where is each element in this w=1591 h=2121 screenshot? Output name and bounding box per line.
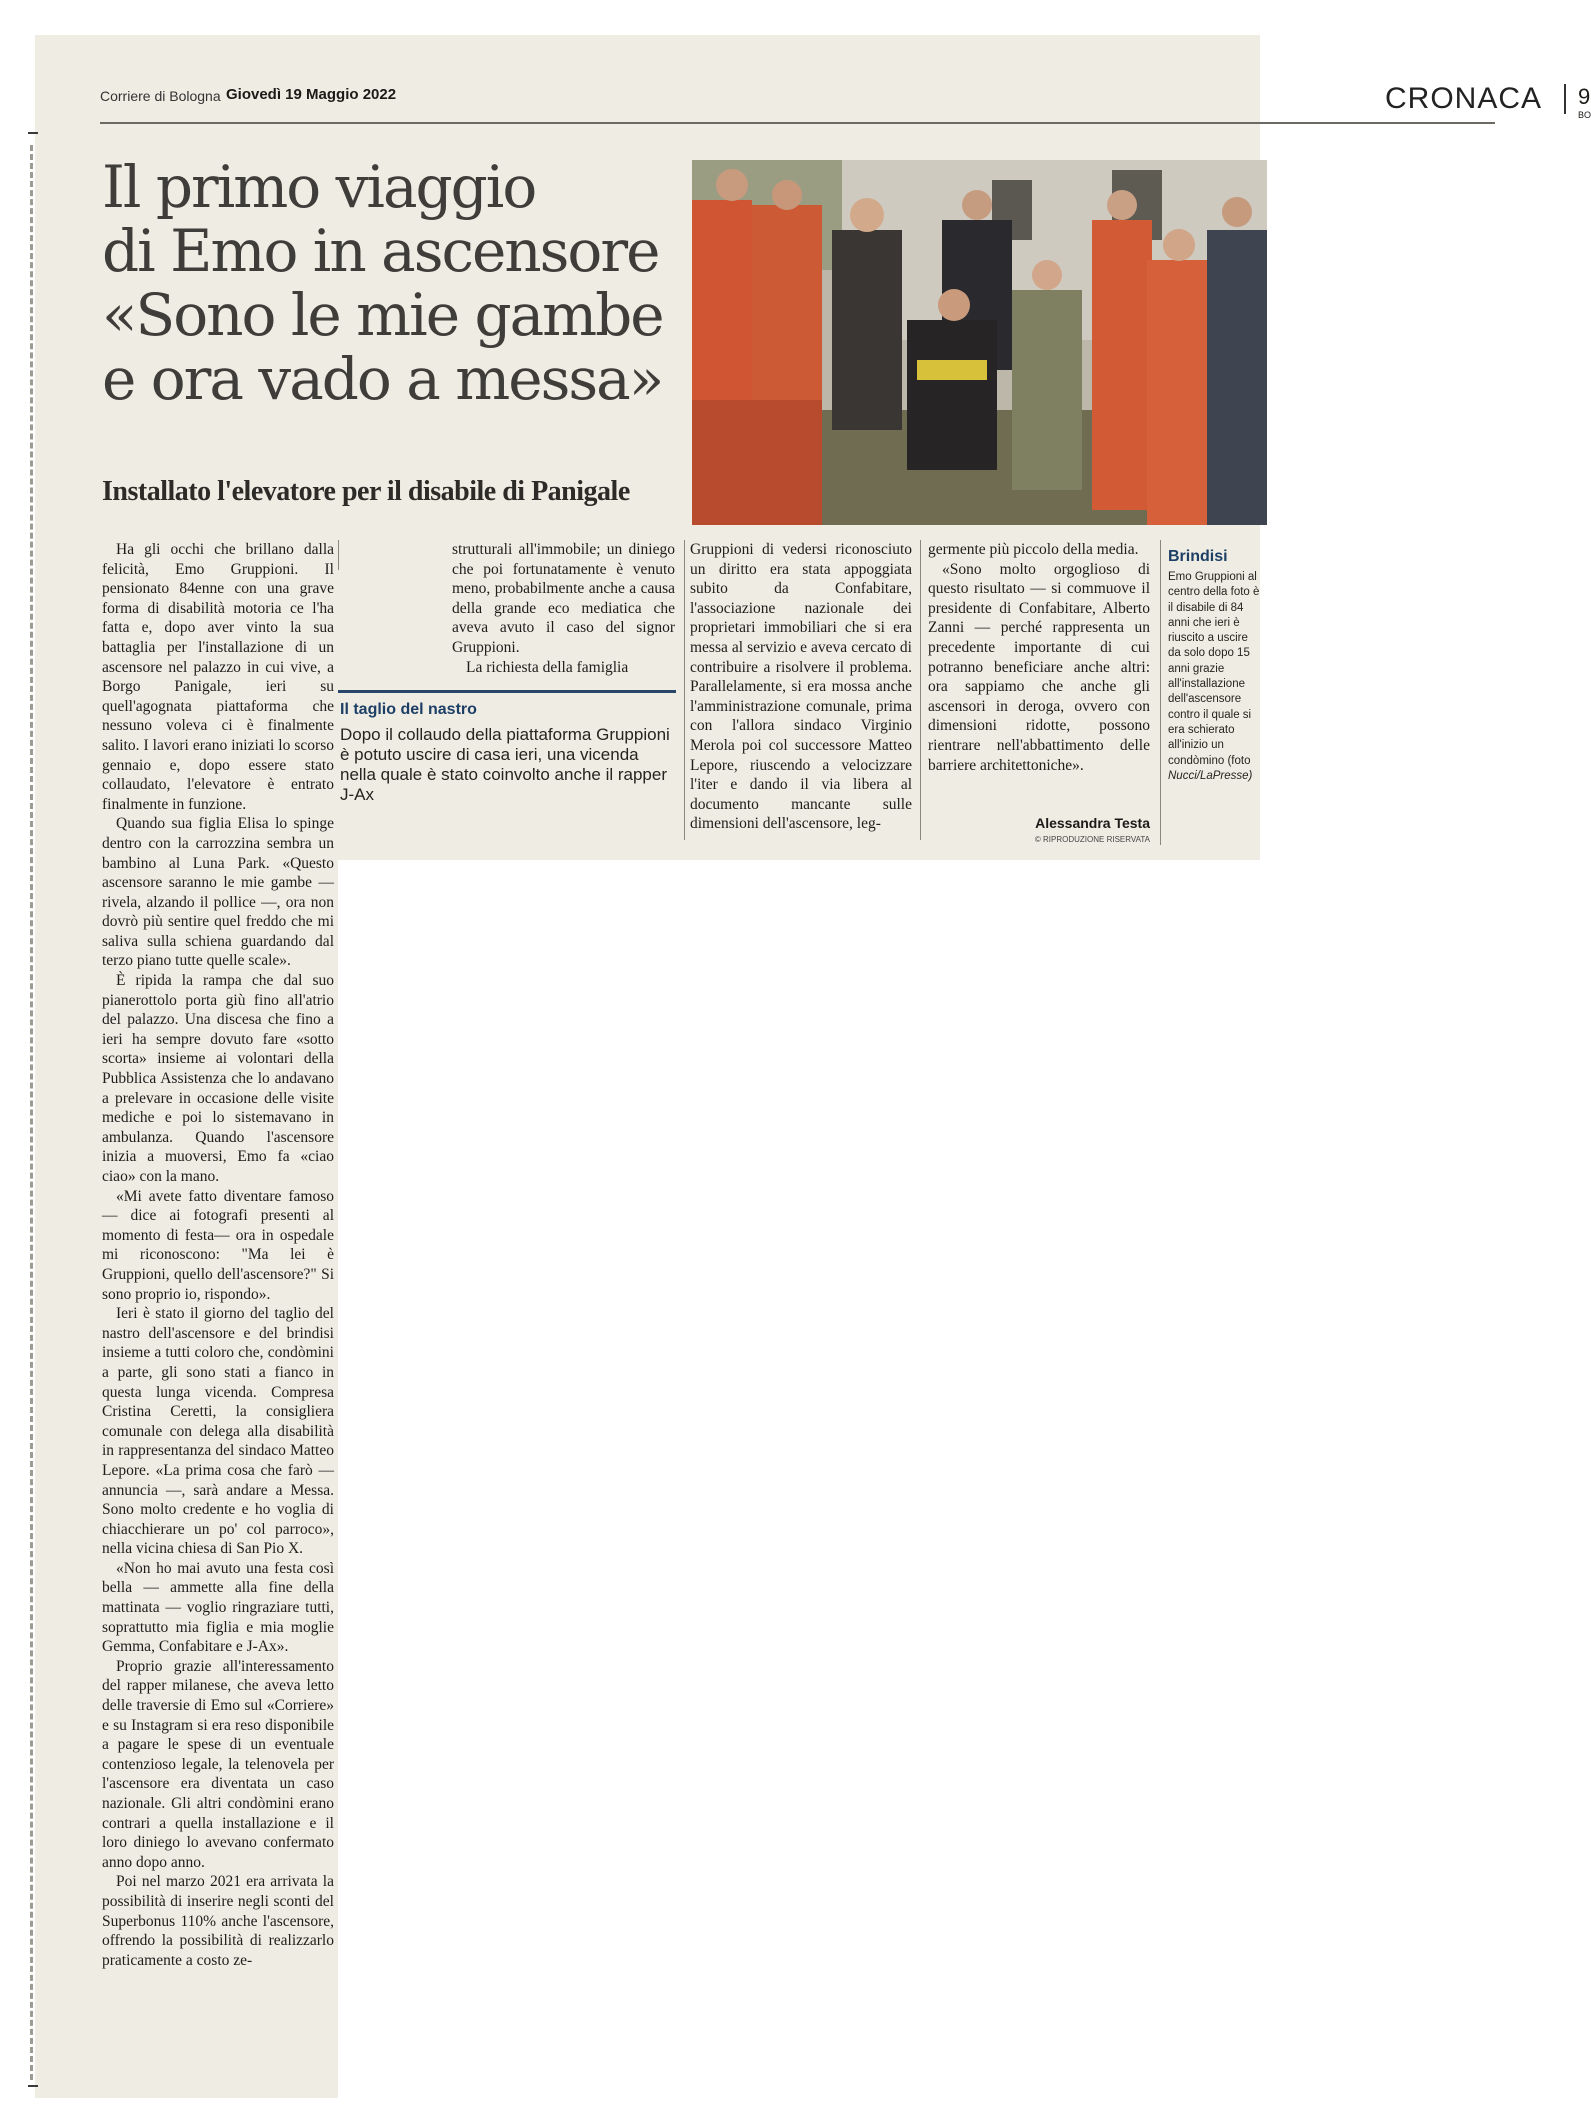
caption-title: Brindisi xyxy=(1168,548,1228,565)
newspaper-name: Corriere di Bologna xyxy=(100,88,221,104)
column-rule xyxy=(920,540,921,840)
article-column-2 xyxy=(452,540,675,677)
column-rule xyxy=(338,540,339,570)
issue-date: Giovedì 19 Maggio 2022 xyxy=(226,86,397,103)
paragraph: È ripida la rampa che dal suo pianerottolo porta giù fino all'atrio del palazzo. Una discesa che fino a ieri ha sempre dovuto fare «sotto scorta» insieme ai volontari della Pubblica Assistenza che lo andavano a prelevare in occasione delle visite mediche e poi lo sistemavano in ambulanza. Quando l'ascensore inizia a muoversi, Emo fa «ciao ciao» con la mano. xyxy=(102,972,334,1185)
headline-line: e ora vado a messa» xyxy=(102,345,663,413)
paragraph: La richiesta della famiglia xyxy=(466,658,629,676)
headline-line: di Emo in ascensore xyxy=(102,217,659,285)
photo-illustration xyxy=(692,160,1267,525)
scan-mark xyxy=(28,132,38,134)
page-header xyxy=(100,82,1591,124)
copyright-notice: © RIPRODUZIONE RISERVATA xyxy=(1034,835,1150,844)
column-rule xyxy=(1160,540,1161,845)
header-separator xyxy=(1564,84,1566,114)
article-column-3 xyxy=(690,540,912,834)
headline-line: «Sono le mie gambe xyxy=(102,281,663,349)
paragraph: «Mi avete fatto diventare famoso — dice ai fotografi presenti al momento di festa— ora in ospedale mi riconoscono: "Ma lei è Gruppioni, quello dell'ascensore?" Si sono proprio io, rispondo». xyxy=(102,1187,334,1303)
scan-edge xyxy=(30,145,41,2080)
caption-text: Emo Gruppioni al centro della foto è il disabile di 84 anni che ieri è riuscito a uscire da solo dopo 15 anni grazie all'installazione dell'ascensore contro il quale si era schierato all'inizio un condòmino (foto xyxy=(1168,571,1260,767)
news-photo xyxy=(692,160,1267,525)
photo-credit: Nucci/LaPresse) xyxy=(1168,769,1253,782)
column-rule xyxy=(684,540,685,840)
page-number: 9 xyxy=(1578,84,1591,109)
paragraph: Gruppioni di vedersi riconosciuto un diritto era stata appoggiata subito da Confabitare, l'associazione nazionale dei proprietari immobiliari che si era messa al servizio e aveva cercato di contribuire a risolvere il problema. Parallelamente, si era mossa anche l'amministrazione comunale, prima con l'allora sindaco Virginio Merola poi col successore Matteo Lepore, riuscendo a velocizzare l'iter e dando il via libera al documento mancante sulle dimensioni dell'ascensore, leg- xyxy=(690,541,912,833)
highlight-box xyxy=(338,690,676,841)
paragraph: Quando sua figlia Elisa lo spinge dentro con la carrozzina sembra un bambino al Luna Park. «Questo ascensore saranno le mie gambe — rivela, alzando il pollice —, ora non dovrò più sentire quel freddo che mi saliva sulla schiena guardando dal terzo piano tutte quelle scale». xyxy=(102,815,334,970)
article-column-4 xyxy=(928,540,1150,775)
headline-line: Il primo viaggio xyxy=(102,153,536,221)
edition-code: BO xyxy=(1578,110,1591,120)
paragraph: Ieri è stato il giorno del taglio del nastro dell'ascensore e del brindisi insieme a tutti coloro che, condòmini a parte, gli sono stati a fianco in questa lunga vicenda. Compresa Cristina Ceretti, la consigliera comunale con delega alla disabilità in rappresentanza del sindaco Matteo Lepore. «La prima cosa che farò — annuncia —, sarà andare a Messa. Sono molto credente e ho voglia di chiacchierare un po' col parroco», nella vicina chiesa di San Pio X. xyxy=(102,1305,334,1558)
photo-caption xyxy=(1168,548,1263,784)
byline: Alessandra Testa xyxy=(1035,815,1150,831)
headline xyxy=(102,155,692,411)
subheadline: Installato l'elevatore per il disabile di Panigale xyxy=(102,476,630,507)
paragraph: Proprio grazie all'interessamento del rapper milanese, che aveva letto delle traversie di Emo sul «Corriere» e su Instagram si era reso disponibile a pagare le spese di un eventuale contenzioso legale, la telenovela per l'ascensore era diventata un caso nazionale. Gli altri condòmini erano contrari a quella installazione e il loro diniego lo avevano confermato anno dopo anno. xyxy=(102,1657,334,1871)
paragraph: Poi nel marzo 2021 era arrivata la possibilità di inserire negli sconti del Superbonus 110% anche l'ascensore, offrendo la possibilità di realizzarlo praticamente a costo ze- xyxy=(102,1873,334,1969)
article-column-1 xyxy=(102,540,334,1970)
scan-mark xyxy=(28,2085,38,2087)
box-text: Dopo il collaudo della piattaforma Gruppioni è potuto uscire di casa ieri, una vicenda nella quale è stato coinvolto anche il rapper J-Ax xyxy=(340,725,670,804)
paragraph: «Non ho mai avuto una festa così bella — ammette alla fine della mattinata — voglio ringraziare tutti, soprattutto mia figlia e mia moglie Gemma, Confabitare e J-Ax». xyxy=(102,1559,334,1656)
section-title: CRONACA xyxy=(1385,82,1543,115)
paragraph: germente più piccolo della media. xyxy=(928,541,1139,558)
paragraph: Ha gli occhi che brillano dalla felicità, Emo Gruppioni. Il pensionato 84enne con una grave forma di disabilità motoria ce l'ha fatta e, dopo aver vinto la sua battaglia per l'installazione di un ascensore nel palazzo in cui vive, a Borgo Panigale, ieri su quell'agognata piattaforma che nessuno voleva ci è finalmente salito. I lavori erano iniziati lo scorso gennaio e, dopo essere stato collaudato, l'elevatore è entrato finalmente in funzione. xyxy=(102,541,334,813)
paragraph: strutturali all'immobile; un diniego che poi fortunatamente è venuto meno, probabilmente anche a causa della grande eco mediatica che aveva avuto il caso del signor Gruppioni. xyxy=(452,541,675,656)
paragraph: «Sono molto orgoglioso di questo risultato — si commuove il presidente di Confabitare, Alberto Zanni — perché rappresenta un precedente importante di cui potranno beneficiare anche altri: ora sappiamo che anche gli ascensori in deroga, ovvero con dimensioni ridotte, possono rientrare nell'abbattimento delle barriere architettoniche». xyxy=(928,560,1150,774)
box-kicker: Il taglio del nastro xyxy=(340,701,477,718)
